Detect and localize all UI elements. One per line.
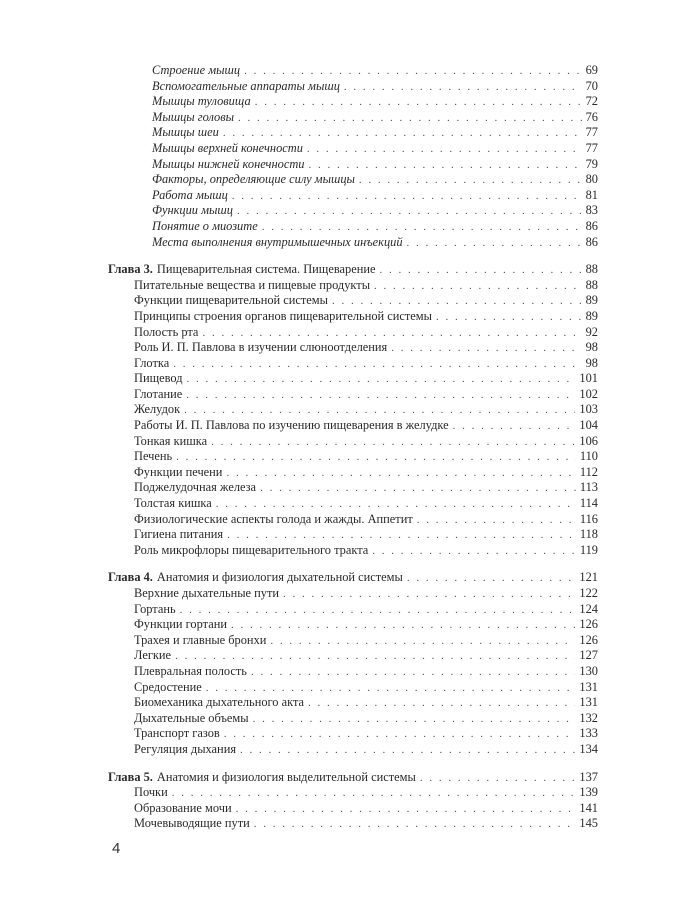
entry-title (108, 570, 403, 586)
entry-page: 127 (579, 648, 598, 663)
entry-title: Средостение (134, 679, 202, 694)
entry-title: Пищевод (134, 371, 183, 386)
chapter-heading (108, 262, 598, 278)
entry-title (108, 262, 376, 278)
toc-entry (108, 633, 598, 649)
leader-dots (172, 786, 576, 802)
toc-entry (108, 293, 598, 309)
entry-title (108, 770, 416, 786)
entry-page: 104 (579, 418, 598, 433)
entry-page: 106 (579, 433, 598, 448)
toc-entry (108, 434, 598, 450)
entry-page: 89 (585, 308, 598, 323)
leader-dots (372, 544, 576, 560)
chapter-block (108, 570, 598, 757)
entry-page: 88 (585, 262, 598, 277)
leader-dots (236, 802, 576, 818)
leader-dots (226, 466, 575, 482)
entry-title: Глотание (134, 386, 183, 401)
leader-dots (186, 388, 575, 404)
entry-page: 132 (579, 710, 598, 725)
entry-title: Функции пищеварительной системы (134, 293, 328, 308)
toc-entry-italic (108, 63, 598, 79)
entry-title: Поджелудочная железа (134, 480, 257, 495)
leader-dots (240, 743, 575, 759)
leader-dots (176, 450, 576, 466)
toc-entry (108, 278, 598, 294)
leader-dots (224, 727, 576, 743)
entry-page: 114 (579, 496, 598, 511)
chapter-label: Глава 3. (108, 262, 153, 277)
entry-page: 88 (585, 277, 598, 292)
entry-title: Регуляция дыхания (134, 741, 237, 756)
entry-title: Работа мышц (152, 187, 228, 202)
toc-entry (108, 387, 598, 403)
leader-dots (374, 279, 582, 295)
entry-page: 112 (579, 464, 598, 479)
leader-dots (184, 403, 575, 419)
leader-dots (175, 649, 575, 665)
toc-entry (108, 527, 598, 543)
toc-entry (108, 371, 598, 387)
entry-title: Роль микрофлоры пищеварительного тракта (134, 542, 369, 557)
entry-title: Глотка (134, 355, 170, 370)
entry-page: 69 (585, 63, 598, 77)
entry-page: 110 (579, 449, 598, 464)
toc-entry-italic (108, 79, 598, 95)
entry-page: 119 (579, 542, 598, 557)
entry-page: 79 (585, 156, 598, 171)
entry-title: Транспорт газов (134, 726, 220, 741)
entry-page: 83 (585, 203, 598, 218)
toc-entry (108, 664, 598, 680)
entry-title: Мышцы шеи (152, 125, 219, 140)
toc-entry-italic (108, 219, 598, 235)
leader-dots (211, 435, 575, 451)
leader-dots (238, 111, 582, 127)
chapter-label: Глава 4. (108, 570, 153, 585)
entry-page: 141 (579, 800, 598, 815)
entry-page: 130 (579, 663, 598, 678)
leader-dots (407, 236, 582, 252)
entry-title: Желудок (134, 402, 181, 417)
toc-entry (108, 512, 598, 528)
entry-title: Факторы, определяющие силу мышцы (152, 172, 355, 187)
entry-title: Верхние дыхательные пути (134, 586, 280, 600)
entry-title: Образование мочи (134, 800, 232, 815)
leader-dots (180, 603, 576, 619)
toc-entry (108, 801, 598, 817)
entry-page: 134 (579, 741, 598, 756)
entry-page: 126 (579, 632, 598, 647)
toc-entry (108, 465, 598, 481)
toc-entry (108, 543, 598, 559)
leader-dots (420, 771, 576, 787)
entry-page: 131 (579, 679, 598, 694)
entry-title: Биомеханика дыхательного акта (134, 695, 305, 710)
entry-title: Почки (134, 785, 168, 800)
leader-dots (231, 618, 575, 634)
entry-title: Мышцы головы (152, 109, 234, 124)
entry-page: 98 (585, 340, 598, 355)
leader-dots (407, 571, 576, 587)
entry-page: 86 (585, 234, 598, 249)
leader-dots (307, 142, 582, 158)
toc-entry (108, 309, 598, 325)
entry-page: 86 (585, 218, 598, 233)
toc-entry (108, 586, 598, 602)
entry-page: 124 (579, 601, 598, 616)
entry-page: 145 (579, 816, 598, 831)
leader-dots (332, 294, 582, 310)
entry-title: Понятие о миозите (152, 218, 258, 233)
leader-dots (232, 189, 582, 205)
entry-page: 101 (579, 371, 598, 386)
entry-page: 72 (585, 94, 598, 109)
toc-entry (108, 402, 598, 418)
leader-dots (255, 95, 582, 111)
entry-title: Функции мышц (152, 203, 233, 218)
entry-page: 116 (579, 511, 598, 526)
leader-dots (308, 158, 581, 174)
entry-title: Места выполнения внутримышечных инъекций (152, 234, 403, 249)
entry-page: 113 (579, 480, 598, 495)
leader-dots (187, 372, 576, 388)
entry-title: Мочевыводящие пути (134, 816, 250, 831)
toc-entry (108, 340, 598, 356)
entry-title: Трахея и главные бронхи (134, 632, 267, 647)
entry-page: 77 (585, 140, 598, 155)
toc-entry (108, 680, 598, 696)
leader-dots (262, 220, 582, 236)
entry-title: Печень (134, 449, 173, 464)
entry-title: Плевральная полость (134, 663, 247, 678)
entry-page: 81 (585, 187, 598, 202)
leader-dots (436, 310, 582, 326)
toc-entry (108, 785, 598, 801)
toc-entry (108, 418, 598, 434)
entry-title: Толстая кишка (134, 496, 212, 511)
table-of-contents (108, 63, 598, 832)
leader-dots (270, 634, 575, 650)
entry-title: Гигиена питания (134, 527, 224, 542)
toc-entry (108, 742, 598, 758)
toc-entry (108, 617, 598, 633)
entry-page: 126 (579, 617, 598, 632)
entry-page: 139 (579, 785, 598, 800)
toc-entry (108, 356, 598, 372)
chapter-title: Анатомия и физиология выделительной системы (156, 769, 416, 784)
entry-title: Легкие (134, 648, 172, 663)
entry-page: 77 (585, 125, 598, 140)
leader-dots (308, 696, 575, 712)
entry-title: Тонкая кишка (134, 433, 208, 448)
leader-dots (417, 513, 576, 529)
leader-dots (359, 173, 582, 189)
entry-page: 121 (579, 570, 598, 585)
leader-dots (244, 64, 582, 80)
leader-dots (173, 357, 581, 373)
leader-dots (223, 126, 582, 142)
entry-title: Гортань (134, 601, 176, 616)
entry-title: Дыхательные объемы (134, 710, 249, 725)
toc-entry (108, 816, 598, 832)
entry-page: 118 (579, 527, 598, 542)
page-number: 4 (112, 840, 121, 857)
toc-entry-italic (108, 94, 598, 110)
toc-entry (108, 325, 598, 341)
entry-page: 133 (579, 726, 598, 741)
chapter-heading (108, 770, 598, 786)
entry-page: 70 (585, 78, 598, 93)
entry-title: Мышцы верхней конечности (152, 140, 303, 155)
leader-dots (283, 587, 575, 603)
entry-page: 131 (579, 695, 598, 710)
entry-page: 89 (585, 293, 598, 308)
entry-title: Питательные вещества и пищевые продукты (134, 277, 371, 292)
entry-page: 76 (585, 109, 598, 124)
entry-title: Строение мышц (152, 63, 241, 77)
toc-entry-italic (108, 235, 598, 251)
leader-dots (253, 712, 576, 728)
toc-entry-italic (108, 110, 598, 126)
chapter-block (108, 770, 598, 832)
chapter-title: Пищеварительная система. Пищеварение (156, 262, 376, 277)
toc-entry-italic (108, 141, 598, 157)
leader-dots (202, 326, 581, 342)
entry-title: Функции печени (134, 464, 223, 479)
toc-entry-italic (108, 188, 598, 204)
leader-dots (453, 419, 576, 435)
italic-section (108, 63, 598, 250)
entry-title: Полость рта (134, 324, 199, 339)
toc-entry (108, 449, 598, 465)
leader-dots (344, 80, 582, 96)
toc-entry (108, 726, 598, 742)
entry-title: Функции гортани (134, 617, 227, 632)
entry-title: Физиологические аспекты голода и жажды. Аппетит (134, 511, 413, 526)
entry-title: Роль И. П. Павлова в изучении слюноотделения (134, 340, 388, 355)
toc-entry (108, 602, 598, 618)
entry-page: 102 (579, 386, 598, 401)
leader-dots (254, 817, 576, 833)
entry-title: Работы И. П. Павлова по изучению пищеварения в желудке (134, 418, 449, 433)
toc-entry (108, 648, 598, 664)
entry-page: 92 (585, 324, 598, 339)
entry-title: Принципы строения органов пищеварительной системы (134, 308, 432, 323)
toc-entry (108, 695, 598, 711)
toc-entry-italic (108, 125, 598, 141)
chapter-block (108, 262, 598, 558)
leader-dots (391, 341, 581, 357)
chapters (108, 262, 598, 832)
leader-dots (260, 481, 576, 497)
toc-entry (108, 711, 598, 727)
toc-entry (108, 480, 598, 496)
toc-entry-italic (108, 172, 598, 188)
entry-page: 98 (585, 355, 598, 370)
chapter-title: Анатомия и физиология дыхательной системы (156, 570, 403, 585)
entry-page: 103 (579, 402, 598, 417)
entry-page: 137 (579, 769, 598, 784)
entry-page: 80 (585, 172, 598, 187)
entry-page: 122 (579, 586, 598, 600)
toc-entry-italic (108, 203, 598, 219)
leader-dots (206, 681, 576, 697)
entry-title: Вспомогательные аппараты мышц (152, 78, 340, 93)
leader-dots (380, 263, 582, 279)
entry-title: Мышцы туловища (152, 94, 251, 109)
chapter-label: Глава 5. (108, 769, 153, 784)
leader-dots (251, 665, 575, 681)
toc-entry-italic (108, 157, 598, 173)
chapter-heading (108, 570, 598, 586)
toc-entry (108, 496, 598, 512)
entry-title: Мышцы нижней конечности (152, 156, 305, 171)
leader-dots (216, 497, 576, 513)
leader-dots (227, 528, 576, 544)
leader-dots (237, 204, 582, 220)
